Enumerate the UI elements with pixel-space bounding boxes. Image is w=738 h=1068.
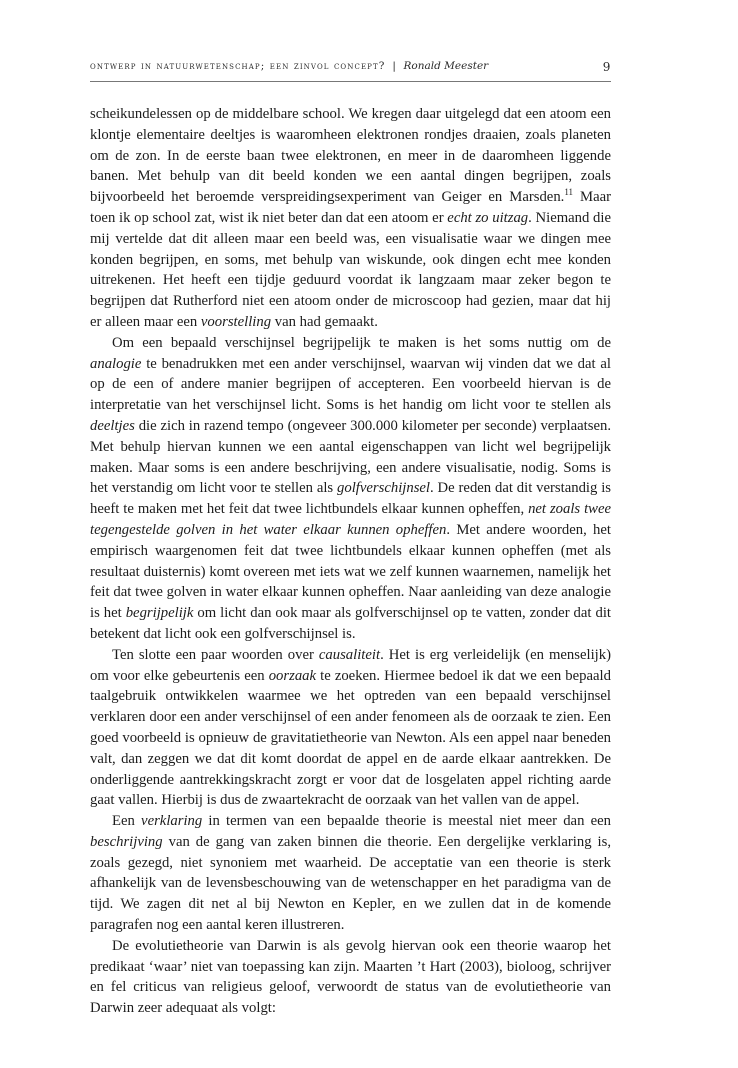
paragraph [90, 645, 611, 811]
running-title: ontwerp in natuurwetenschap; een zinvol concept? [90, 60, 386, 72]
text-run: scheikundelessen op de middelbare school. We kregen daar uitgelegd dat een atoom een klontje elementaire deeltjes is waaromheen elektronen rondjes draaien, zoals planeten om de zon. In de eerste baan twee elektronen, en meer in de daaromheen liggende banen. Met behulp van dit beeld konden we een aantal dingen begrijpen, zoals bijvoorbeeld het beroemde verspreidingsexperiment van Geiger en Marsden. [90, 106, 611, 206]
text-run: van had gemaakt. [271, 313, 378, 330]
text-run: . De reden dat dit verstandig is heeft te maken met het feit dat twee lichtbundels elkaar kunnen opheffen, [90, 480, 611, 518]
paragraph [90, 936, 611, 1019]
paragraph [90, 811, 611, 936]
emphasis-text: beschrijving [90, 833, 163, 850]
text-run: De evolutietheorie van Darwin is als gevolg hiervan ook een theorie waarop het predikaat ‘waar’ niet van toepassing kan zijn. Maarten ’t Hart (2003), bioloog, schrijver en fel criticus van religieus geloof, verwoordt de status van de evolutietheorie van Darwin zeer adequaat als volgt: [90, 937, 611, 1017]
emphasis-text: deeltjes [90, 417, 135, 434]
paragraph [90, 333, 611, 645]
author-name: Ronald Meester [403, 60, 489, 72]
text-run: te benadrukken met een ander verschijnsel, waarvan wij vinden dat we dat al op de een of andere manier begrijpen of accepteren. Een voorbeeld hiervan is de interpretatie van het verschijnsel licht. Soms is het handig om licht voor te stellen als [90, 355, 611, 414]
emphasis-text: verklaring [141, 813, 203, 830]
emphasis-text: voorstelling [200, 313, 272, 330]
emphasis-text: begrijpelijk [125, 605, 194, 622]
text-run: Om een bepaald verschijnsel begrijpelijk te maken is het soms nuttig om de [112, 334, 611, 351]
emphasis-text: analogie [90, 355, 142, 372]
emphasis-text: net zoals twee tegengestelde golven in het water elkaar kunnen opheffen [90, 501, 611, 538]
text-run: te zoeken. Hiermee bedoel ik dat we een bepaald taalgebruik ontwikkelen waarmee we het optreden van een bepaald verschijnsel verklaren door een ander verschijnsel of een ander fenomeen als de oorzaak te zien. Een goed voorbeeld is opnieuw de gravitatietheorie van Newton. Als een appel naar beneden valt, dan zeggen we dat dit komt doordat de appel en de aarde elkaar aantrekken. De onderliggende aantrekkingskracht zorgt er voor dat de losgelaten appel richting aarde gaat vallen. Hierbij is dus de zwaartekracht de oorzaak van het vallen van de appel. [90, 667, 611, 809]
text-run: . Niemand die mij vertelde dat dit alleen maar een beeld was, een visualisatie waar we dingen mee konden begrijpen, en soms, met behulp van wiskunde, ook dingen echt mee konden uitrekenen. Het heeft een tijdje geduurd voordat ik langzaam maar zeker begon te begrijpen dat Rutherford niet een atoom onder de microscoop had gezien, maar dat hij er alleen maar een [90, 209, 611, 330]
body-text [90, 104, 611, 1019]
text-run: van de gang van zaken binnen die theorie. Een dergelijke verklaring is, zoals gezegd, niet synoniem met waarheid. De acceptatie van een theorie is sterk afhankelijk van de levensbeschouwing van de wetenschapper en het paradigma van de tijd. We zagen dit net al bij Newton en Kepler, en we zullen dat in de komende paragrafen nog een aantal keren illustreren. [90, 833, 611, 934]
paragraph [90, 104, 611, 333]
text-run: die zich in razend tempo (ongeveer 300.000 kilometer per seconde) verplaatsen. Met behulp hiervan kunnen we een aantal eigenschappen van licht wel begrijpelijk maken. Maar soms is een andere beschrijving, een andere visualisatie, nodig. Soms is het verstandig om licht voor te stellen als [90, 417, 611, 497]
text-run: . Het is erg verleidelijk (en menselijk) om voor elke gebeurtenis een [90, 646, 611, 684]
text-run: in termen van een bepaalde theorie is meestal niet meer dan een [202, 813, 611, 830]
header-separator: | [392, 60, 397, 72]
text-run: Maar toen ik op school zat, wist ik niet beter dan dat een atoom er [90, 189, 611, 226]
footnote-ref: 11 [564, 187, 574, 198]
page-number: 9 [602, 60, 611, 74]
running-header [90, 60, 611, 80]
text-run: Ten slotte een paar woorden over [112, 646, 319, 663]
emphasis-text: golfverschijnsel [337, 480, 431, 497]
text-run: . Met andere woorden, het empirisch waargenomen feit dat twee lichtbundels elkaar kunnen opheffen (met als resultaat duisternis) komt overeen met iets wat we zelf kunnen waarnemen, namelijk het feit dat twee golven in water elkaar kunnen opheffen. Naar aanleiding van deze analogie is het [90, 521, 611, 622]
emphasis-text: oorzaak [268, 667, 317, 684]
emphasis-text: causaliteit [318, 646, 381, 663]
text-run: Een [112, 813, 142, 830]
running-header-left [90, 60, 488, 72]
header-rule [90, 81, 611, 82]
text-run: om licht dan ook maar als golfverschijnsel op te vatten, zonder dat dit betekent dat licht ook een golfverschijnsel is. [90, 605, 611, 642]
emphasis-text: echt zo uitzag [447, 209, 529, 226]
